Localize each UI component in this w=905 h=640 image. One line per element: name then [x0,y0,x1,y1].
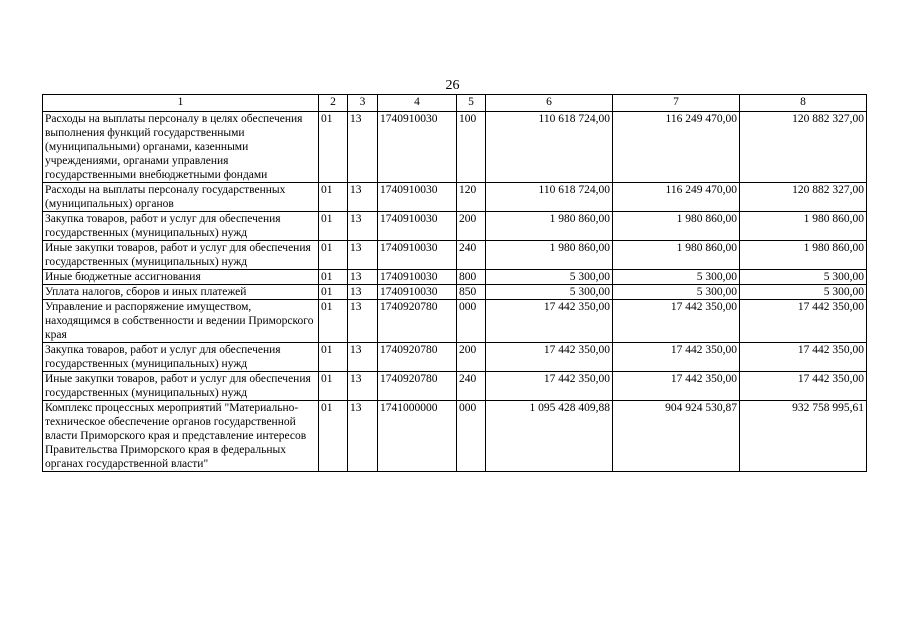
column-header: 8 [740,95,867,112]
table-header-row [43,95,867,112]
row-target-code: 1740920780 [378,372,457,401]
row-expense-type-code: 240 [457,372,486,401]
row-name: Расходы на выплаты персоналу государственных (муниципальных) органов [43,183,319,212]
row-subsection-code: 13 [348,212,378,241]
row-amount-col7: 116 249 470,00 [613,183,740,212]
table-row [43,212,867,241]
row-target-code: 1740920780 [378,300,457,343]
row-name: Иные закупки товаров, работ и услуг для обеспечения государственных (муниципальных) нужд [43,372,319,401]
row-subsection-code: 13 [348,285,378,300]
table-row [43,183,867,212]
row-name: Расходы на выплаты персоналу в целях обеспечения выполнения функций государственными (муниципальными) органами, казенными учреждениями, органами управления государственными внебюджетными фондами [43,112,319,183]
row-expense-type-code: 800 [457,270,486,285]
row-section-code: 01 [319,300,348,343]
row-expense-type-code: 100 [457,112,486,183]
row-amount-col6: 17 442 350,00 [486,372,613,401]
row-target-code: 1740910030 [378,241,457,270]
row-name: Иные бюджетные ассигнования [43,270,319,285]
row-section-code: 01 [319,183,348,212]
row-expense-type-code: 000 [457,300,486,343]
row-target-code: 1740910030 [378,270,457,285]
row-amount-col6: 1 980 860,00 [486,212,613,241]
column-header: 2 [319,95,348,112]
row-amount-col7: 116 249 470,00 [613,112,740,183]
row-subsection-code: 13 [348,401,378,472]
row-amount-col8: 932 758 995,61 [740,401,867,472]
row-amount-col7: 1 980 860,00 [613,241,740,270]
row-expense-type-code: 240 [457,241,486,270]
row-amount-col6: 17 442 350,00 [486,343,613,372]
row-name: Управление и распоряжение имуществом, находящимся в собственности и ведении Приморского края [43,300,319,343]
row-amount-col7: 1 980 860,00 [613,212,740,241]
table-row [43,300,867,343]
table-row [43,343,867,372]
table-row [43,372,867,401]
row-target-code: 1740920780 [378,343,457,372]
row-amount-col8: 5 300,00 [740,285,867,300]
row-name: Закупка товаров, работ и услуг для обеспечения государственных (муниципальных) нужд [43,212,319,241]
budget-table [42,94,867,472]
row-name: Иные закупки товаров, работ и услуг для обеспечения государственных (муниципальных) нужд [43,241,319,270]
row-amount-col6: 5 300,00 [486,270,613,285]
row-subsection-code: 13 [348,112,378,183]
row-subsection-code: 13 [348,372,378,401]
row-amount-col7: 17 442 350,00 [613,343,740,372]
column-header: 7 [613,95,740,112]
row-amount-col7: 904 924 530,87 [613,401,740,472]
row-section-code: 01 [319,212,348,241]
row-amount-col8: 120 882 327,00 [740,183,867,212]
row-amount-col7: 5 300,00 [613,270,740,285]
row-target-code: 1740910030 [378,183,457,212]
row-target-code: 1740910030 [378,212,457,241]
row-amount-col8: 120 882 327,00 [740,112,867,183]
row-amount-col6: 1 980 860,00 [486,241,613,270]
row-amount-col8: 17 442 350,00 [740,300,867,343]
row-target-code: 1741000000 [378,401,457,472]
row-section-code: 01 [319,343,348,372]
page-number: 26 [445,78,460,93]
row-amount-col7: 17 442 350,00 [613,300,740,343]
row-expense-type-code: 000 [457,401,486,472]
row-subsection-code: 13 [348,270,378,285]
row-amount-col7: 17 442 350,00 [613,372,740,401]
row-amount-col7: 5 300,00 [613,285,740,300]
row-expense-type-code: 120 [457,183,486,212]
row-amount-col8: 17 442 350,00 [740,372,867,401]
column-header: 6 [486,95,613,112]
column-header: 4 [378,95,457,112]
row-target-code: 1740910030 [378,112,457,183]
row-subsection-code: 13 [348,241,378,270]
row-name: Уплата налогов, сборов и иных платежей [43,285,319,300]
row-amount-col6: 5 300,00 [486,285,613,300]
row-section-code: 01 [319,372,348,401]
row-amount-col6: 1 095 428 409,88 [486,401,613,472]
row-section-code: 01 [319,270,348,285]
table-row [43,270,867,285]
row-amount-col8: 5 300,00 [740,270,867,285]
row-name: Закупка товаров, работ и услуг для обеспечения государственных (муниципальных) нужд [43,343,319,372]
row-subsection-code: 13 [348,343,378,372]
row-amount-col8: 17 442 350,00 [740,343,867,372]
row-subsection-code: 13 [348,183,378,212]
column-header: 3 [348,95,378,112]
column-header: 1 [43,95,319,112]
row-amount-col6: 17 442 350,00 [486,300,613,343]
table-row [43,401,867,472]
row-amount-col6: 110 618 724,00 [486,112,613,183]
row-section-code: 01 [319,241,348,270]
column-header: 5 [457,95,486,112]
row-section-code: 01 [319,112,348,183]
row-expense-type-code: 200 [457,212,486,241]
row-amount-col8: 1 980 860,00 [740,212,867,241]
table-row [43,241,867,270]
row-amount-col6: 110 618 724,00 [486,183,613,212]
row-subsection-code: 13 [348,300,378,343]
table-row [43,112,867,183]
row-amount-col8: 1 980 860,00 [740,241,867,270]
table-row [43,285,867,300]
row-expense-type-code: 200 [457,343,486,372]
row-section-code: 01 [319,401,348,472]
row-expense-type-code: 850 [457,285,486,300]
row-section-code: 01 [319,285,348,300]
row-name: Комплекс процессных мероприятий "Материально-техническое обеспечение органов государственной власти Приморского края и представление интересов Правительства Приморского края в федеральных органах государственной власти" [43,401,319,472]
row-target-code: 1740910030 [378,285,457,300]
